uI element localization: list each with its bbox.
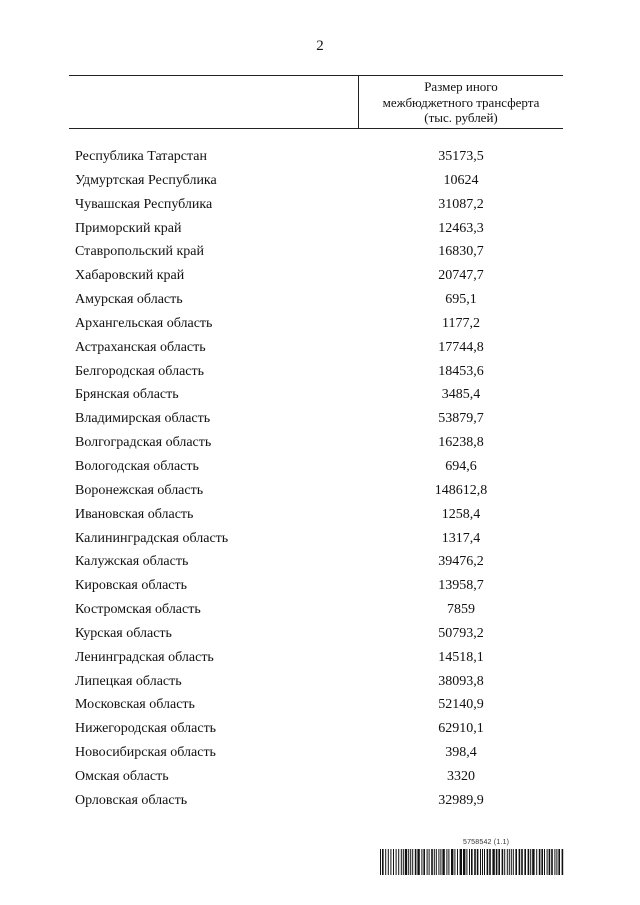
transfer-amount: 3485,4	[441, 387, 481, 403]
table-row	[75, 550, 563, 574]
transfer-amount: 18453,6	[438, 363, 484, 379]
amount-header-line-3: (тыс. рублей)	[424, 110, 498, 125]
region-name: Калининградская область	[75, 530, 229, 546]
table-row	[75, 789, 563, 813]
transfer-amount: 695,1	[445, 292, 477, 308]
transfer-amount: 17744,8	[438, 339, 484, 355]
region-name: Ивановская область	[75, 506, 194, 522]
transfer-amount: 32989,9	[438, 792, 484, 808]
table-row	[75, 240, 563, 264]
table-row	[75, 145, 563, 169]
region-name: Хабаровский край	[75, 268, 185, 284]
transfer-amount: 16830,7	[438, 244, 484, 260]
table-row	[75, 693, 563, 717]
region-name: Вологодская область	[75, 458, 199, 474]
table-row	[75, 455, 563, 479]
table-row	[75, 598, 563, 622]
transfer-amount: 12463,3	[438, 220, 484, 236]
region-name: Новосибирская область	[75, 745, 216, 761]
region-name: Владимирская область	[75, 411, 211, 427]
amount-column-header	[359, 79, 563, 126]
table-row	[75, 169, 563, 193]
barcode-icon	[380, 849, 564, 875]
document-code: 5758542 (1.1)	[463, 839, 510, 846]
transfer-amount: 7859	[447, 602, 475, 618]
region-name: Амурская область	[75, 292, 183, 308]
region-name: Калужская область	[75, 554, 189, 570]
region-name: Ставропольский край	[75, 244, 204, 260]
region-name: Брянская область	[75, 387, 179, 403]
transfer-amount: 16238,8	[438, 435, 484, 451]
region-name: Нижегородская область	[75, 721, 217, 737]
region-name: Волгоградская область	[75, 435, 212, 451]
region-name: Московская область	[75, 697, 195, 713]
transfer-amount: 14518,1	[438, 649, 484, 665]
transfer-amount: 31087,2	[438, 196, 484, 212]
region-name: Белгородская область	[75, 363, 205, 379]
table-row	[75, 383, 563, 407]
table-row	[75, 336, 563, 360]
table-row	[75, 431, 563, 455]
region-name: Чувашская Республика	[75, 196, 213, 212]
region-name: Удмуртская Республика	[75, 172, 217, 188]
region-name: Липецкая область	[75, 673, 182, 689]
table-row	[75, 765, 563, 789]
table-row	[75, 646, 563, 670]
region-name: Воронежская область	[75, 482, 204, 498]
transfer-amount: 1317,4	[441, 530, 481, 546]
table-row	[75, 312, 563, 336]
region-name: Орловская область	[75, 792, 188, 808]
transfer-amount: 1258,4	[441, 506, 481, 522]
table-row	[75, 741, 563, 765]
table-row	[75, 360, 563, 384]
transfer-amount: 50793,2	[438, 625, 484, 641]
table-row	[75, 288, 563, 312]
amount-header-line-1: Размер иного	[424, 79, 498, 94]
transfer-amount: 35173,5	[438, 149, 484, 164]
transfer-amount: 398,4	[445, 745, 477, 761]
table-row	[75, 622, 563, 646]
region-name: Республика Татарстан	[75, 149, 208, 164]
region-name: Ленинградская область	[75, 649, 214, 665]
table-row	[75, 503, 563, 527]
table-row	[75, 407, 563, 431]
table-row	[75, 670, 563, 694]
transfer-amount: 39476,2	[438, 554, 484, 570]
transfer-amount: 38093,8	[438, 673, 484, 689]
transfer-amount: 53879,7	[438, 411, 484, 427]
region-name: Курская область	[75, 625, 172, 641]
transfer-amount: 1177,2	[442, 315, 480, 331]
page-number: 2	[316, 38, 324, 54]
region-name: Астраханская область	[75, 339, 206, 355]
region-name: Костромская область	[75, 602, 201, 618]
table-row	[75, 264, 563, 288]
transfer-amount: 62910,1	[438, 721, 484, 737]
transfer-amount: 3320	[447, 768, 475, 784]
transfer-amount: 13958,7	[438, 578, 484, 594]
transfer-amount: 148612,8	[434, 482, 488, 498]
region-name: Архангельская область	[75, 315, 213, 331]
region-name: Омская область	[75, 768, 169, 784]
table-row	[75, 717, 563, 741]
transfer-amount: 20747,7	[438, 268, 484, 284]
table-header	[69, 75, 563, 129]
region-name: Приморский край	[75, 220, 182, 236]
transfer-amount: 52140,9	[438, 697, 484, 713]
table-row	[75, 193, 563, 217]
region-name: Кировская область	[75, 578, 188, 594]
transfer-amount: 10624	[443, 172, 479, 188]
table-row	[75, 217, 563, 241]
table-row	[75, 479, 563, 503]
table-row	[75, 574, 563, 598]
transfer-amount: 694,6	[445, 458, 477, 474]
amount-header-line-2: межбюджетного трансферта	[382, 94, 540, 110]
table-body	[75, 145, 563, 813]
table-row	[75, 527, 563, 551]
